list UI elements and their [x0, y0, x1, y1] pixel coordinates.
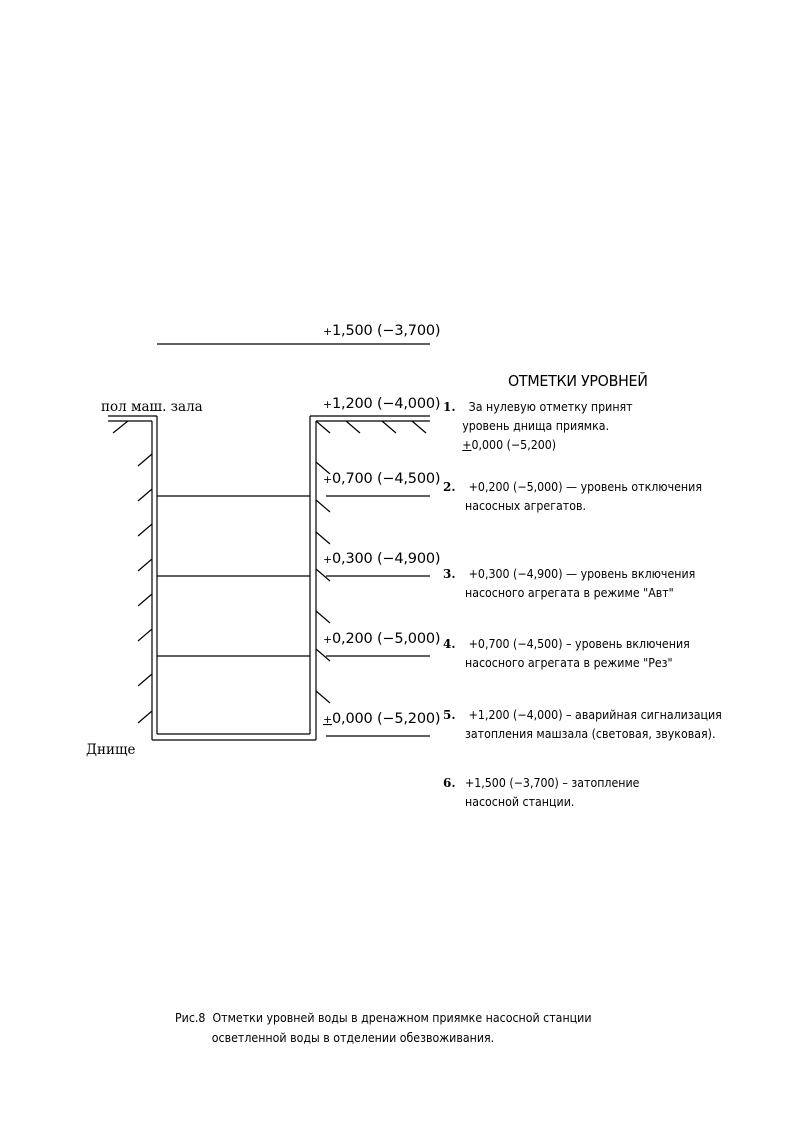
legend-item-line: +0,700 (−4,500) – уровень включения	[468, 637, 690, 651]
level-label-0700: +0,700 (−4,500)	[323, 471, 441, 487]
caption-line-1: Отметки уровней воды в дренажном приямке насосной станции	[212, 1011, 592, 1025]
legend-item-line: 0,000 (−5,200)	[471, 438, 557, 452]
level-label-1200: +1,200 (−4,000)	[323, 396, 441, 412]
level-label-0300: +0,300 (−4,900)	[323, 551, 441, 567]
legend-item-3	[443, 565, 715, 603]
legend-item-line: насосной станции.	[465, 795, 575, 809]
legend-item-line: +0,200 (−5,000) — уровень отключения	[468, 480, 702, 494]
legend-item-line: За нулевую отметку принят	[468, 400, 633, 414]
caption-line-2: осветленной воды в отделении обезвоживания.	[211, 1031, 495, 1045]
legend-item-number: 2.	[443, 480, 456, 494]
legend-item-4	[443, 635, 709, 673]
caption-prefix: Рис.8	[175, 1011, 206, 1025]
legend-item-line: насосных агрегатов.	[465, 499, 586, 513]
plus-minus-sign: +	[462, 438, 472, 452]
legend-item-number: 4.	[443, 637, 456, 651]
legend-item-number: 1.	[443, 400, 456, 414]
legend-item-number: 3.	[443, 567, 456, 581]
legend-item-5	[443, 706, 744, 744]
legend-item-6	[443, 774, 655, 812]
legend-item-line: насосного агрегата в режиме "Рез"	[465, 656, 673, 670]
level-label-0000: +0,000 (−5,200)	[323, 711, 441, 727]
legend-item-line: +1,500 (−3,700) – затопление	[465, 776, 640, 790]
legend-item-line: уровень днища приямка.	[462, 419, 610, 433]
floor-label: пол маш. зала	[101, 399, 203, 415]
legend-item-line: затопления машзала (световая, звуковая).	[465, 727, 716, 741]
legend-item-line: +1,200 (−4,000) – аварийная сигнализация	[468, 708, 722, 722]
legend-title: ОТМЕТКИ УРОВНЕЙ	[508, 372, 648, 390]
legend-item-number: 5.	[443, 708, 456, 722]
level-label-0200: +0,200 (−5,000)	[323, 631, 441, 647]
legend-item-2	[443, 478, 723, 516]
legend-item-line: +0,300 (−4,900) — уровень включения	[468, 567, 696, 581]
hatching-left	[113, 421, 152, 723]
figure-caption	[175, 1008, 592, 1048]
level-label-1500: +1,500 (−3,700)	[323, 323, 441, 339]
legend-item-line: насосного агрегата в режиме "Авт"	[465, 586, 674, 600]
legend-item-1	[443, 398, 647, 455]
legend-item-number: 6.	[443, 776, 456, 790]
bottom-label: Днище	[86, 742, 136, 758]
